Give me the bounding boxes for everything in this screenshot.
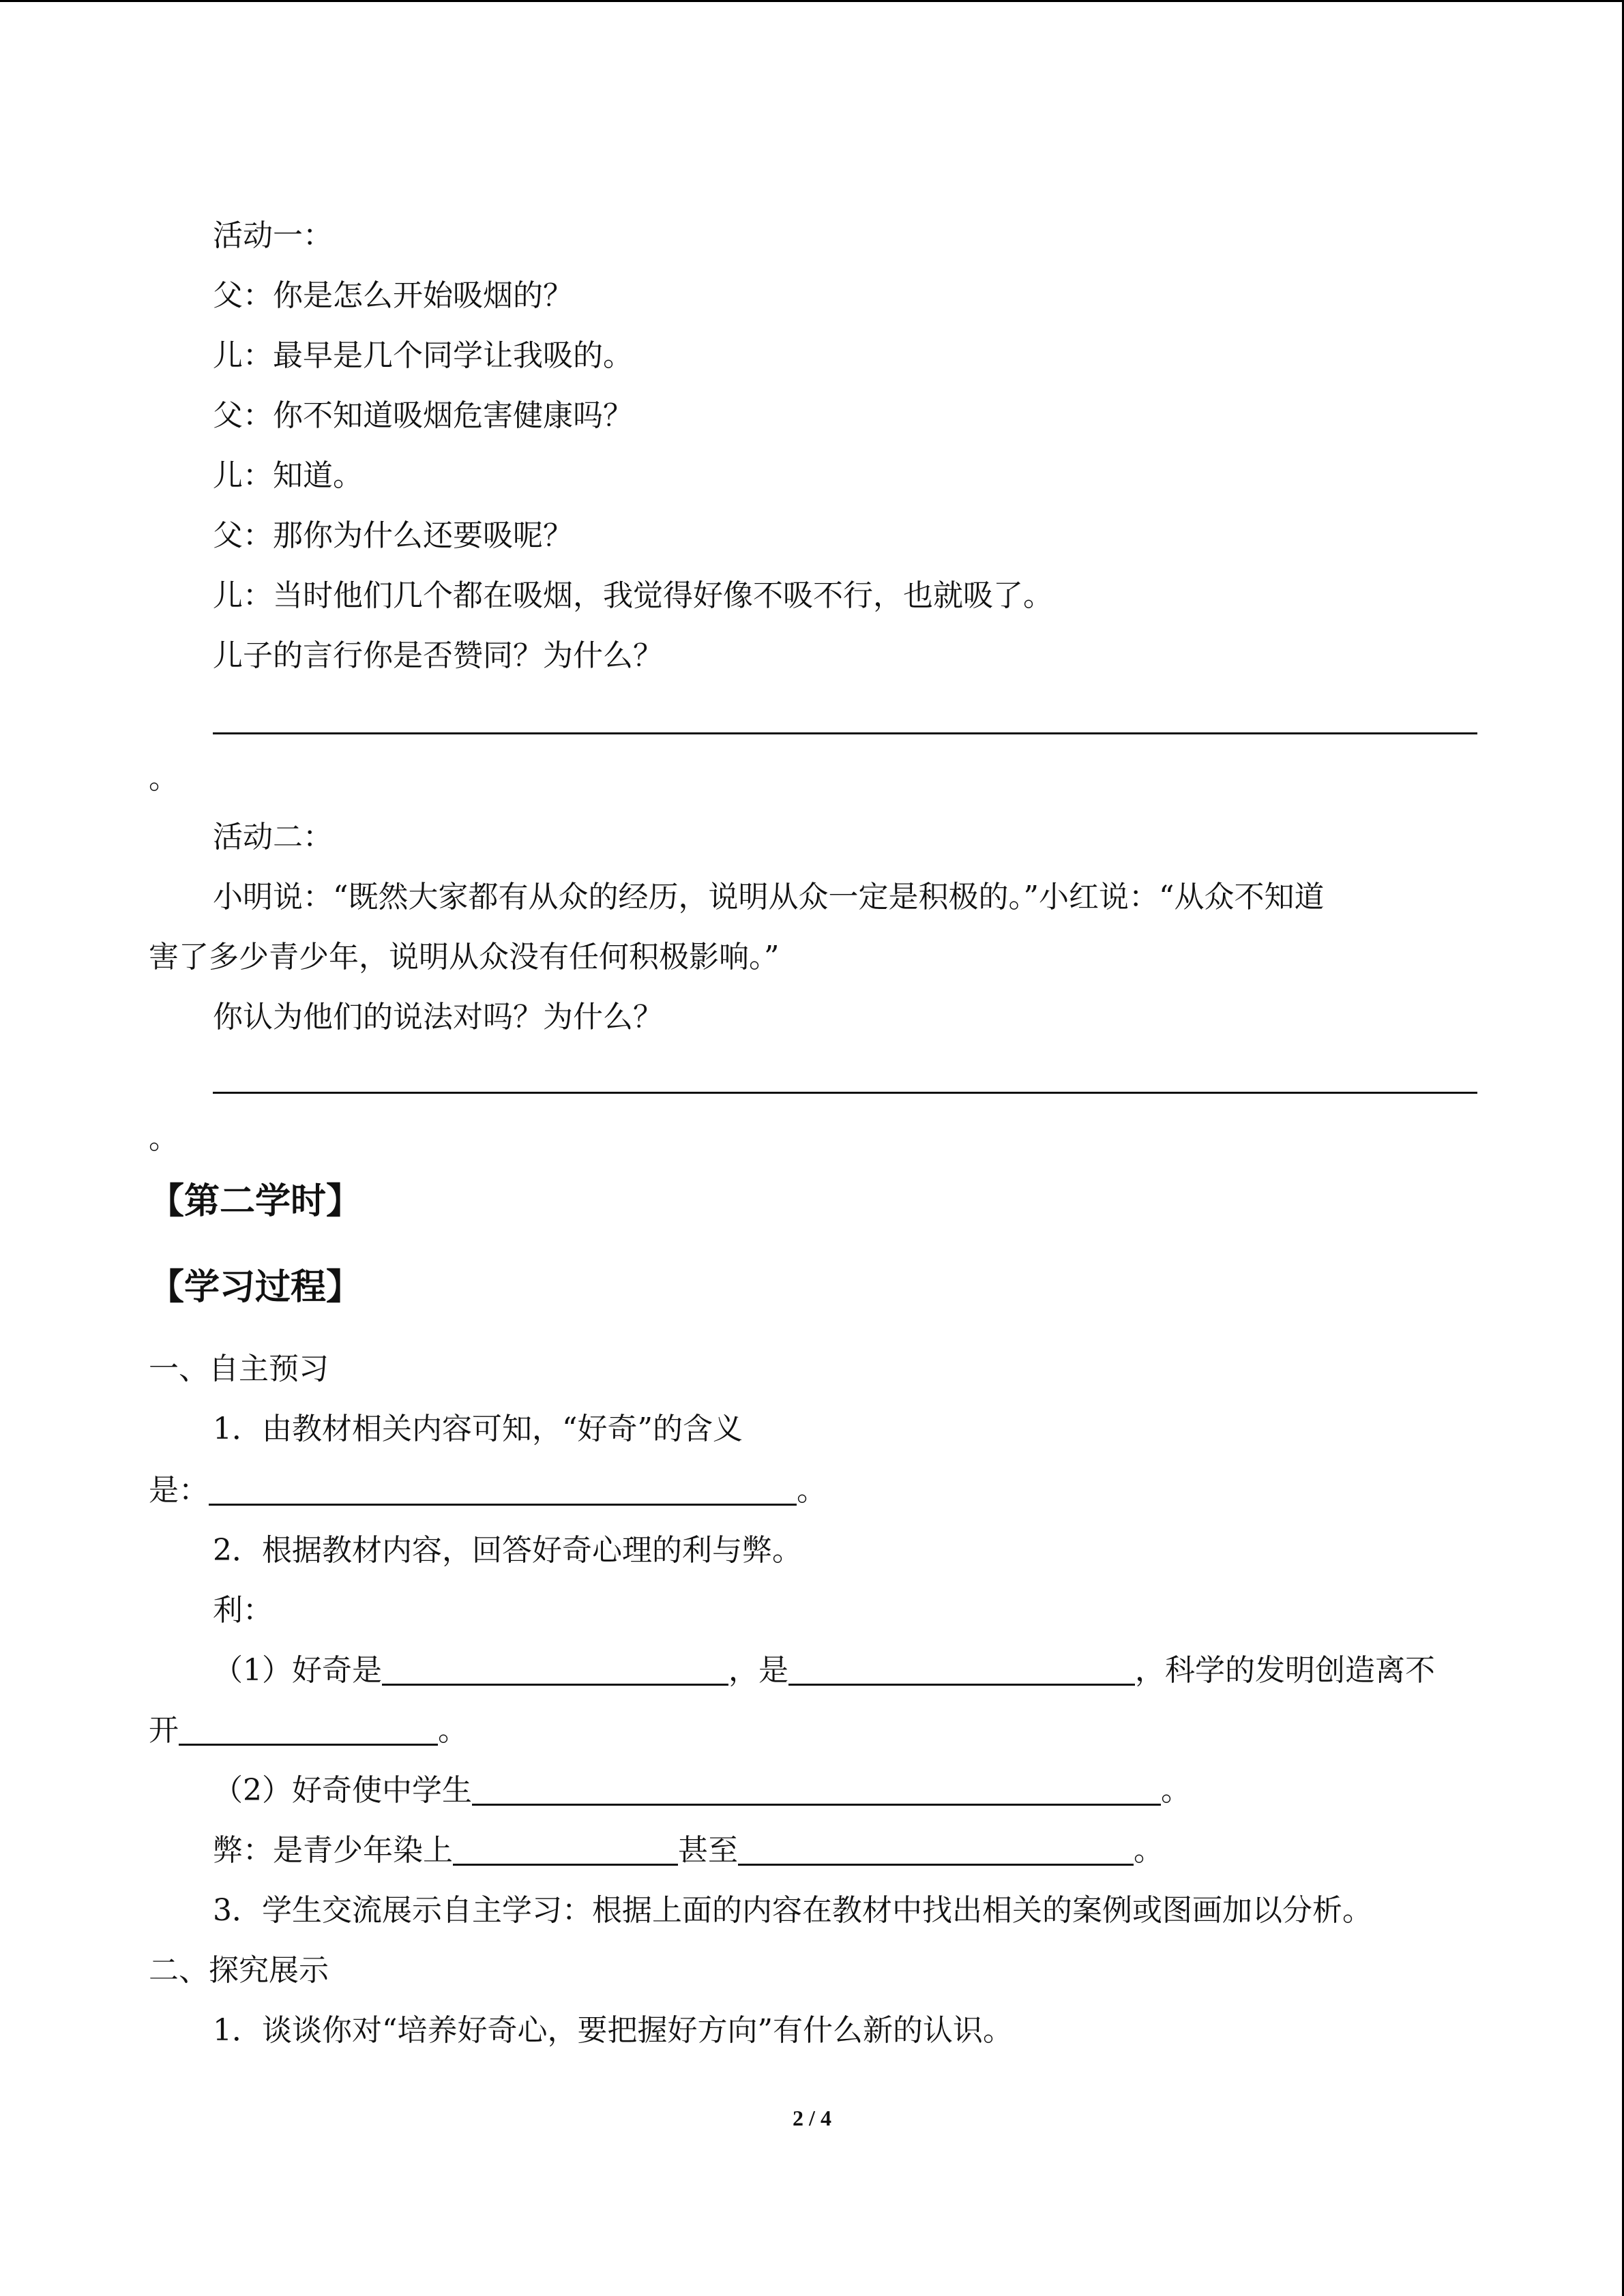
dialogue-line-5: 父：那你为什么还要吸呢？ (213, 518, 573, 553)
activity1-end-mark: 。 (149, 761, 179, 796)
part1-q1-line-2 (149, 1472, 827, 1510)
page-top-border (0, 0, 1624, 2)
blank-harm-1[interactable] (453, 1834, 678, 1866)
blank-benefit-1a[interactable] (382, 1654, 728, 1686)
activity1-question: 儿子的言行你是否赞同？为什么？ (213, 638, 663, 673)
blank-curiosity-meaning[interactable] (209, 1474, 797, 1506)
benefit-1-line2-text: 开 (149, 1713, 179, 1748)
blank-harm-2[interactable] (738, 1834, 1134, 1866)
dialogue-line-6: 儿：当时他们几个都在吸烟，我觉得好像不吸不行，也就吸了。 (213, 578, 1053, 613)
heading-lesson2: 【第二学时】 (149, 1180, 362, 1222)
part1-q3: 3．学生交流展示自主学习：根据上面的内容在教材中找出相关的案例或图画加以分析。 (213, 1893, 1372, 1928)
harm-period: 。 (1134, 1833, 1164, 1868)
benefit-1-line-2 (149, 1712, 468, 1750)
part1-title: 一、自主预习 (149, 1352, 329, 1386)
part1-q1-line-1: 1．由教材相关内容可知，“好奇”的含义 (213, 1412, 743, 1446)
benefit-2-period: 。 (1161, 1773, 1191, 1808)
activity2-paragraph-line-1: 小明说：“既然大家都有从众的经历，说明从众一定是积极的。”小红说：“从众不知道 (213, 880, 1325, 914)
harm-text-a: 弊：是青少年染上 (213, 1833, 453, 1868)
harm-text-b: 甚至 (678, 1833, 738, 1868)
activity2-title: 活动二： (213, 820, 333, 854)
dialogue-line-2: 儿：最早是几个同学让我吸的。 (213, 338, 633, 373)
part1-q2: 2．根据教材内容，回答好奇心理的利与弊。 (213, 1533, 802, 1568)
benefit-1-text-a: （1）好奇是 (213, 1653, 382, 1688)
benefit-2-text: （2）好奇使中学生 (213, 1773, 472, 1808)
harm-line (213, 1832, 1164, 1870)
heading-learning-process: 【学习过程】 (149, 1266, 362, 1308)
benefit-1-text-b: ，是 (728, 1653, 788, 1688)
dialogue-line-4: 儿：知道。 (213, 458, 363, 493)
q1-prefix: 是： (149, 1473, 209, 1508)
benefit-1-line-1 (213, 1652, 1435, 1690)
page-number: 2 / 4 (793, 2106, 831, 2130)
dialogue-line-3: 父：你不知道吸烟危害健康吗？ (213, 398, 633, 433)
benefit-2-line (213, 1772, 1191, 1810)
part2-q1: 1．谈谈你对“培养好奇心，要把握好方向”有什么新的认识。 (213, 2013, 1013, 2048)
benefit-1-period: 。 (438, 1713, 468, 1748)
part2-title: 二、探究展示 (149, 1953, 329, 1988)
blank-benefit-1b[interactable] (788, 1654, 1135, 1686)
benefit-1-text-c: ，科学的发明创造离不 (1135, 1653, 1435, 1688)
q1-period: 。 (797, 1473, 827, 1508)
dialogue-line-1: 父：你是怎么开始吸烟的？ (213, 278, 573, 313)
activity1-title: 活动一： (213, 218, 333, 253)
activity2-end-mark: 。 (149, 1121, 179, 1156)
activity2-paragraph-line-2: 害了多少青少年，说明从众没有任何积极影响。” (149, 940, 780, 974)
blank-benefit-1c[interactable] (179, 1714, 438, 1746)
blank-benefit-2[interactable] (472, 1774, 1161, 1806)
answer-line-activity2 (213, 1092, 1477, 1094)
answer-line-activity1 (213, 732, 1477, 734)
benefit-label: 利： (213, 1593, 273, 1628)
activity2-question: 你认为他们的说法对吗？为什么？ (213, 1000, 663, 1034)
